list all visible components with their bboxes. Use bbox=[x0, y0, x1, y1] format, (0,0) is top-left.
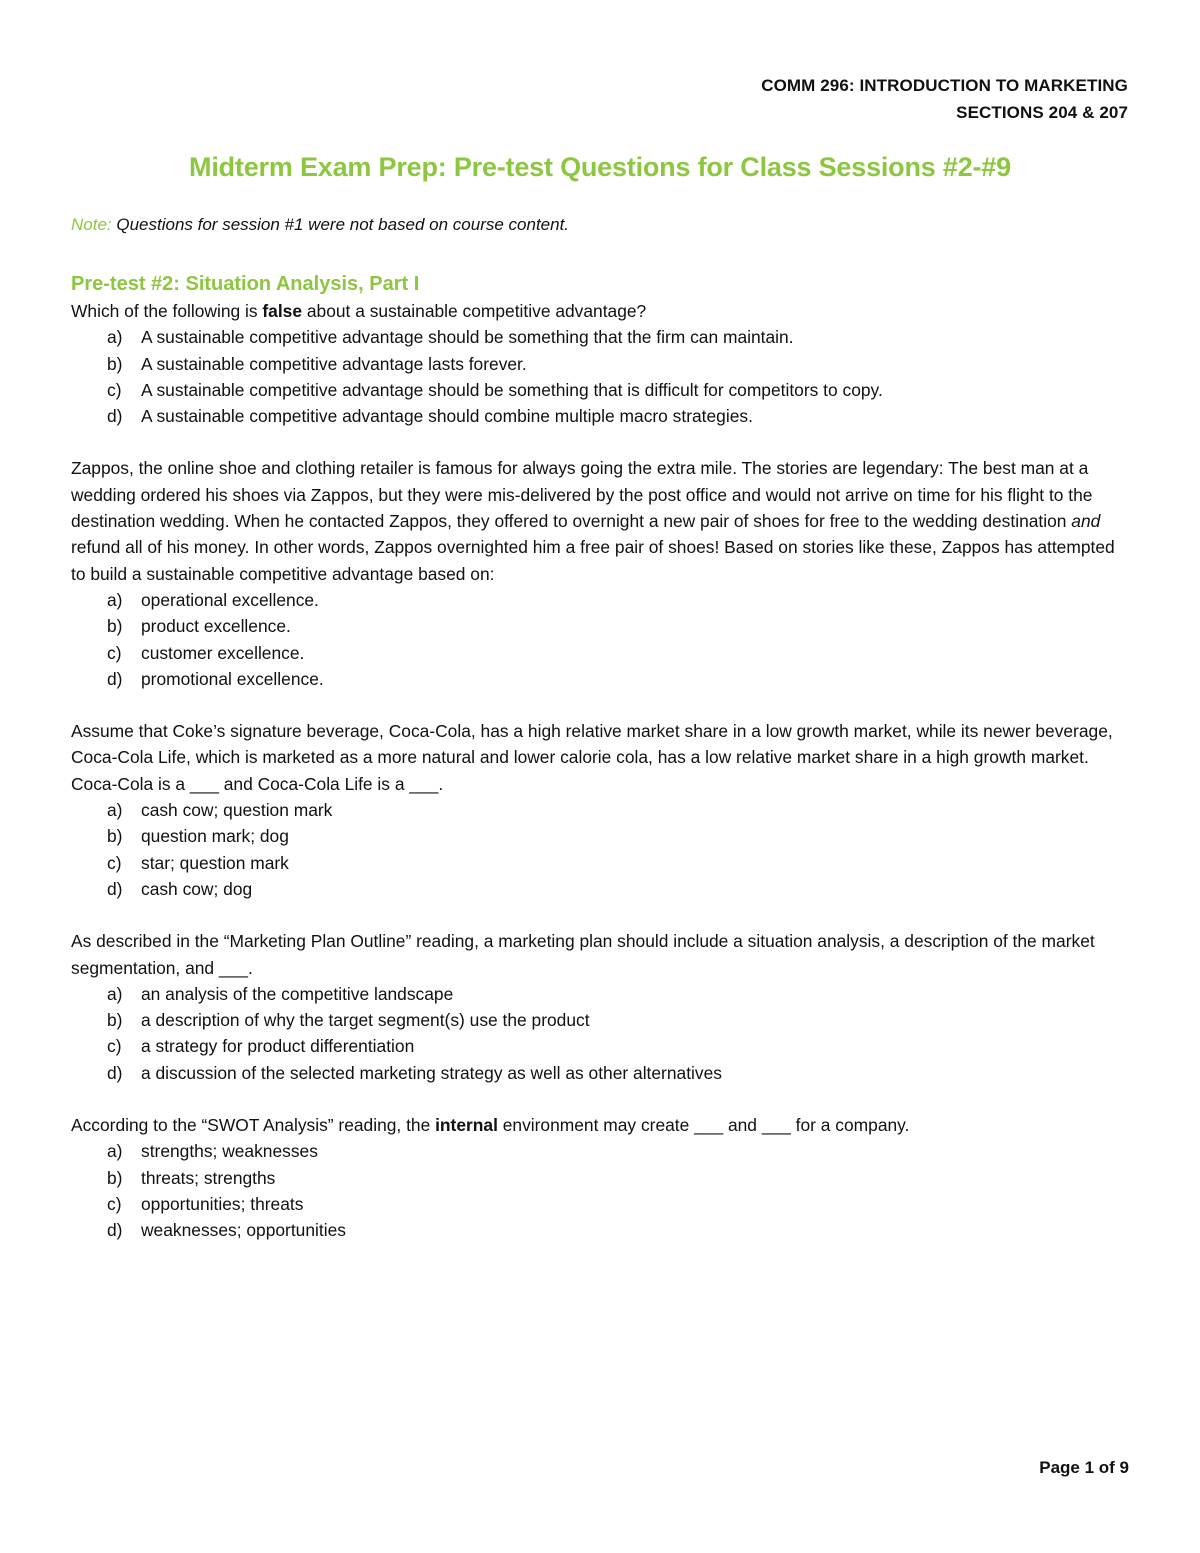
option-letter: a) bbox=[107, 589, 123, 610]
option-letter: d) bbox=[107, 406, 123, 427]
note bbox=[71, 215, 569, 235]
option-letter: d) bbox=[107, 1220, 123, 1241]
course-title: COMM 296: INTRODUCTION TO MARKETING bbox=[761, 76, 1128, 95]
answer-options bbox=[71, 587, 1131, 692]
question-stem: As described in the “Marketing Plan Outline” reading, a marketing plan should include a situation analysis, a description of the market segmentation, and ___. bbox=[71, 931, 1095, 978]
option-text: A sustainable competitive advantage should be something that is difficult for competitors to copy. bbox=[141, 379, 883, 400]
option-letter: c) bbox=[107, 1036, 122, 1057]
note-label: Note: bbox=[71, 215, 112, 234]
answer-option bbox=[71, 377, 1131, 403]
answer-option bbox=[71, 1033, 1131, 1059]
option-text: customer excellence. bbox=[141, 642, 305, 663]
stem-text: refund all of his money. In other words, Zappos overnighted him a free pair of shoes! Based on stories like these, Zappos has attempted to build a sustainable competitive advantage based on: bbox=[71, 537, 1115, 584]
option-letter: c) bbox=[107, 642, 122, 663]
option-letter: b) bbox=[107, 616, 123, 637]
answer-option bbox=[71, 1138, 1131, 1164]
answer-option bbox=[71, 1060, 1131, 1086]
option-letter: b) bbox=[107, 1167, 123, 1188]
stem-text: about a sustainable competitive advantage? bbox=[302, 301, 647, 321]
answer-option bbox=[71, 1191, 1131, 1217]
page-title: Midterm Exam Prep: Pre-test Questions for Class Sessions #2-#9 bbox=[189, 152, 1011, 182]
stem-emphasis: internal bbox=[435, 1115, 498, 1136]
option-text: product excellence. bbox=[141, 616, 291, 637]
answer-option bbox=[71, 403, 1131, 429]
option-text: a discussion of the selected marketing strategy as well as other alternatives bbox=[141, 1062, 722, 1083]
option-text: cash cow; dog bbox=[141, 878, 253, 899]
answer-option bbox=[71, 797, 1131, 823]
answer-option bbox=[71, 640, 1131, 666]
option-text: cash cow; question mark bbox=[141, 800, 333, 821]
answer-option bbox=[71, 587, 1131, 613]
option-text: promotional excellence. bbox=[141, 668, 324, 689]
option-text: opportunities; threats bbox=[141, 1193, 304, 1214]
answer-option bbox=[71, 1217, 1131, 1243]
note-text: Questions for session #1 were not based on course content. bbox=[111, 215, 570, 234]
answer-options bbox=[71, 1138, 1131, 1243]
answer-options bbox=[71, 981, 1131, 1086]
option-letter: b) bbox=[107, 826, 123, 847]
stem-text: environment may create ___ and ___ for a company. bbox=[497, 1115, 910, 1136]
stem-text: Which of the following is bbox=[71, 301, 263, 321]
answer-option bbox=[71, 351, 1131, 377]
option-text: star; question mark bbox=[141, 852, 289, 873]
option-letter: a) bbox=[107, 800, 123, 821]
answer-option bbox=[71, 850, 1131, 876]
course-sections: SECTIONS 204 & 207 bbox=[956, 103, 1128, 122]
option-letter: a) bbox=[107, 983, 123, 1004]
question-5 bbox=[71, 1112, 1131, 1243]
question-stem: Assume that Coke’s signature beverage, Coca-Cola, has a high relative market share in a low growth market, while its newer beverage, Coca-Cola Life, which is marketed as a more natural and lower calorie cola, has a low relative market share in a high growth market. Coca-Cola is a ___ and Coca-Cola Life is a ___. bbox=[71, 721, 1113, 794]
stem-emphasis: and bbox=[1071, 511, 1101, 532]
option-letter: b) bbox=[107, 353, 123, 374]
answer-option bbox=[71, 1165, 1131, 1191]
option-letter: d) bbox=[107, 1062, 123, 1083]
option-text: an analysis of the competitive landscape bbox=[141, 983, 454, 1004]
answer-options bbox=[71, 324, 1131, 429]
option-text: question mark; dog bbox=[141, 826, 289, 847]
question-3 bbox=[71, 718, 1131, 902]
option-text: strengths; weaknesses bbox=[141, 1141, 318, 1162]
page-number: Page 1 of 9 bbox=[1039, 1458, 1129, 1477]
answer-option bbox=[71, 823, 1131, 849]
option-text: A sustainable competitive advantage lasts forever. bbox=[141, 353, 527, 374]
option-text: A sustainable competitive advantage should be something that the firm can maintain. bbox=[141, 327, 794, 348]
option-letter: d) bbox=[107, 878, 123, 899]
question-stem bbox=[71, 298, 1131, 324]
stem-text: Zappos, the online shoe and clothing retailer is famous for always going the extra mile. The stories are legendary: The best man at a wedding ordered his shoes via Zappos, but they were mis-delivered by the post office and would not arrive on time for his flight to the destination wedding. When he contacted Zappos, they offered to overnight a new pair of shoes for free to the wedding destination bbox=[71, 458, 1093, 532]
option-letter: b) bbox=[107, 1010, 123, 1031]
option-letter: d) bbox=[107, 668, 123, 689]
option-letter: c) bbox=[107, 379, 122, 400]
option-letter: c) bbox=[107, 852, 122, 873]
question-2 bbox=[71, 455, 1131, 692]
question-4 bbox=[71, 928, 1131, 1086]
question-stem bbox=[71, 455, 1131, 586]
answer-option bbox=[71, 613, 1131, 639]
option-text: a description of why the target segment(s) use the product bbox=[141, 1010, 590, 1031]
document-header bbox=[761, 72, 1128, 126]
answer-option bbox=[71, 1007, 1131, 1033]
answer-option bbox=[71, 981, 1131, 1007]
answer-option bbox=[71, 876, 1131, 902]
option-text: weaknesses; opportunities bbox=[141, 1220, 346, 1241]
stem-emphasis: false bbox=[262, 301, 303, 321]
option-text: operational excellence. bbox=[141, 589, 319, 610]
option-letter: a) bbox=[107, 327, 123, 348]
option-text: A sustainable competitive advantage should combine multiple macro strategies. bbox=[141, 406, 753, 427]
answer-option bbox=[71, 666, 1131, 692]
option-letter: a) bbox=[107, 1141, 123, 1162]
option-text: threats; strengths bbox=[141, 1167, 276, 1188]
section-heading: Pre-test #2: Situation Analysis, Part I bbox=[71, 273, 420, 295]
question-1 bbox=[71, 298, 1131, 429]
option-letter: c) bbox=[107, 1193, 122, 1214]
pretest-section bbox=[71, 270, 1131, 1244]
stem-text: According to the “SWOT Analysis” reading, the bbox=[71, 1115, 436, 1136]
question-stem bbox=[71, 1112, 1131, 1138]
answer-options bbox=[71, 797, 1131, 902]
answer-option bbox=[71, 324, 1131, 350]
option-text: a strategy for product differentiation bbox=[141, 1036, 415, 1057]
